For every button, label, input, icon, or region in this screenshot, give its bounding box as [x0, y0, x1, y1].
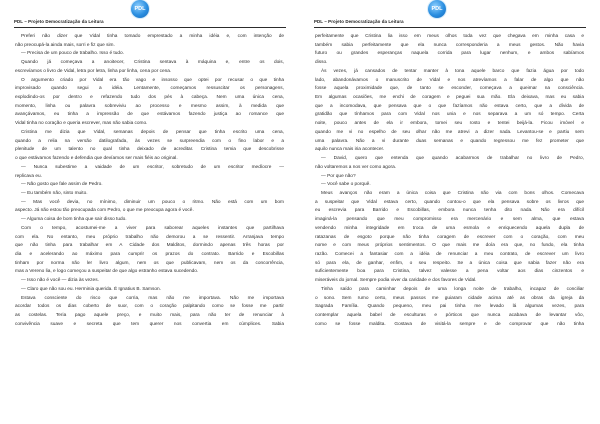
text-line: Sagrada Família. Quando pequeno, meu pai tinha me levado lá algumas vezes, para: [315, 304, 584, 310]
text-line: Quando já começava a anoitecer, Cristina sentava à máquina e, entre os dois,: [21, 60, 284, 66]
right-header-title: PDL – Projeto Democratização da Leitura: [314, 19, 404, 24]
text-line: O argumento criado por Vidal era tão vago e insosso que optei por recusar o que tinha: [21, 77, 284, 83]
text-line: Preferi não dizer que Vidal tinha tomado emprestado a minha idéia e, com intenção de: [21, 34, 284, 39]
text-line: lado, abandonávamos o manuscrito de Vidal e nos atrevíamos a falar de algo que não: [315, 77, 584, 83]
left-page-body: [15, 33, 284, 329]
text-line: improvisado quando segui a idéia. Lentamente, começamos ressuscitar os personagens,: [15, 86, 284, 92]
text-line: aspecto. Já não estou tão preocupada com Pedro, o que me preocupa agora é você.: [15, 208, 194, 214]
text-line: o que estávamos fazendo e defendia que devíamos ser mais fiéis ao original.: [15, 156, 178, 162]
text-line: Estava consciente do risco que corria, mas não me importava. Não me importava: [21, 295, 284, 301]
text-line: que não tinha para trabalhar em A Cidade dos Malditos, dormindo apenas três horas por: [15, 243, 284, 249]
text-line: explodindo-os por dentro e refazendo tudo dos pés à cabeça. Nem uma única cena,: [15, 95, 284, 101]
text-line: — Alguma coisa de bom tinha que sair disso tudo.: [21, 217, 127, 223]
text-line: miseráveis do jornal. Sempre podia viver da caridade e dos favores de Vidal.: [315, 278, 477, 284]
text-line: vendendo minha integridade em troca de uma esmola e enriquecendo aquela dupla de: [315, 225, 584, 231]
text-line: avançávamos, eu tinha a impressão de que estávamos fazendo justiça ao romance que: [15, 112, 284, 118]
text-line: Meus avanços não eram a única coisa que Cristina não via com bons olhos. Comecava: [321, 190, 584, 196]
text-line: disso.: [315, 60, 328, 66]
text-line: como se fosse maldita. Gostava de visitá-la sempre e de comprovar que não tinha: [315, 321, 584, 327]
text-line: a suspeitar que Vidal estava certo, quando contou-o que ela pensava sobre os livros que: [315, 199, 584, 205]
right-page: [300, 0, 600, 424]
text-line: futuro ou grandes esperanças naquela corrida para lugar nenhum, e ambos sabíamos: [315, 51, 584, 57]
text-line: Vidal tinha no coração e queria escrever, mas não sabia como.: [15, 121, 148, 127]
text-line: perfeitamente que Cristina lia isso em meus olhos toda vez que chegava em minha casa e: [315, 34, 584, 39]
text-line: Às vezes, já cansados de tentar manter à tona aquele barco que fazia água por todo: [321, 68, 584, 74]
text-line: — Eu também não, sinto muito.: [21, 190, 88, 196]
pdl-logo-icon: PDL: [131, 0, 149, 18]
text-line: nome e com meus próprios sentimentos. O que mais me doía era que, no fundo, ela tinha: [315, 243, 584, 249]
text-line: uma palavra. Não a vi durante duas semanas e quando regressou me fez prometer que: [315, 138, 584, 144]
text-line: — Por que não?: [321, 173, 356, 179]
text-line: tinham por norma não ler livro algum, nem os que publicavam, nem os da concorrência,: [15, 260, 284, 266]
text-line: aquilo nunca mais iria acontecer.: [315, 147, 385, 153]
text-line: — Claro que não sou eu. Herminia querida. É Ignatius B. Samson.: [21, 286, 161, 292]
text-line: com ela. No entanto, meu próprio trabalho não demorou a se ressentir. Arranjava tempo: [15, 234, 284, 240]
text-line: Em algumas ocasiões, me enchi de coragem e peguei sua mão. Ela deixava, mas eu sabia: [315, 95, 584, 101]
text-line: contemplar aquela babel de esculturas e pórticos que nunca acabava de levantar vôo,: [315, 313, 584, 318]
text-line: — Isso não é você — dizia às vezes.: [21, 278, 99, 284]
text-line: — David, quero que entenda que quando acabarmos de trabalhar no livro de Pedro,: [321, 156, 584, 162]
right-page-body: [315, 33, 584, 329]
text-line: acordar todos os dias coberto de suor, com o coração palpitando como se fosse me partir: [15, 304, 284, 310]
text-line: só para ela, de ganhar, enfim, o seu respeito. Se a única coisa que sabia fazer não era: [315, 260, 584, 266]
left-header-title: PDL – Projeto Democratização da Leitura: [14, 19, 104, 24]
text-line: gratidão que tínhamos para com Vidal nos unia e nos separava a um só tempo. Certa: [315, 112, 584, 118]
text-line: plenitude de um talento no qual tinha deixado de acreditar. Cristina temia que descobrisse: [15, 147, 284, 153]
text-line: — Precisa de um pouco de trabalho. Isso é tudo.: [21, 51, 124, 57]
text-line: dia e acelerando ao máximo para cumprir os prazos do contrato. Barrido e Escobillas: [15, 251, 284, 257]
text-line: replicava eu.: [15, 173, 42, 179]
text-line: suficientemente boa para Cristina, talvez valesse a pena voltar aos dias cinzentos e: [315, 269, 584, 275]
text-line: escrevíamos o livro de Vidal, letra por letra, linha por linha, cena por cena.: [15, 68, 172, 74]
text-line: quando a relia na versão datilografada, às vezes se surpreendia com o fino labor e a: [15, 138, 284, 144]
text-line: momento, linha ou palavra sobreviviu ao processo e mesmo assim, à medida que: [15, 103, 284, 109]
text-line: — Não gosto que fale assim de Pedro.: [21, 182, 103, 188]
text-line: o sono. Sem rumo certo, meus passos me guiaram cidade acima até as obras da igreja da: [315, 295, 584, 301]
text-line: quando me vi no espelho de seu olhar não me atrevi a dizer nada. Levantou-se e partiu sem: [315, 129, 584, 135]
text-line: imaginá-la pensando que meu compromisso era mercenário e sem alma, que estava: [315, 217, 584, 223]
text-line: — Mas você devia, no mínimo, diminuir um pouco o ritmo. Não está com um bom: [21, 199, 284, 205]
text-line: — Você sabe o porquê.: [321, 182, 371, 188]
text-line: ratazanas de esgoto porque não tinha coragem de escrever com o coração, com meu: [315, 234, 584, 240]
text-line: Tinha saído para caminhar depois de uma longa noite de trabalho, incapaz de conciliar: [321, 286, 584, 292]
pdl-logo-icon: PDL: [428, 0, 446, 18]
text-line: — Nunca subestime a vaidade de um escritor, sobretudo de um escritor medíocre —: [21, 164, 284, 170]
text-line: não voltaremos a nos ver como agora.: [315, 164, 397, 170]
text-line: fosse aquela proximidade que, de tanto se esconder, começava a queimar na consciência.: [315, 86, 584, 92]
text-line: Cristina me dizia que Vidal, semanas depois de pensar que tinha escrito uma cena,: [21, 129, 284, 135]
text-line: que a incomodava, que pensava que o que fazíamos não estava certo, que a dívida de: [315, 103, 584, 109]
text-line: as costelas. Teria pago aquele preço, e muito mais, para não ter de renunciar à: [15, 313, 284, 318]
text-line: razão. Comecei a fantasiar com a idéia de renunciar a meu contrato, de escrever um livro: [315, 251, 584, 257]
text-line: eu escrevia para Barrido e Escobillas, embora nunca tenha dito nada. Não era difícil: [315, 208, 584, 214]
right-page-header: [314, 11, 586, 28]
text-line: convivência suave e secreta que tem querer nos convertia em cúmplices. Sabia: [15, 321, 284, 327]
text-line: noite, pouco antes de ela ir embora, tomei seu rosto e tentei beijá-la. Ficou imóvel e: [315, 121, 584, 127]
text-line: também sabia perfeitamente que ela nunca corresponderia a meus gestos. Não havia: [315, 42, 584, 48]
text-line: não preocupá-la ainda mais, sorri e fiz que sim.: [15, 42, 115, 48]
text-line: Com o tempo, acostumei-me a viver para saborear aqueles instantes que partilhava: [21, 225, 284, 231]
text-line: mas a Vereno lia, e logo começou a suspeitar de que algo estranho estava sucedendo.: [15, 269, 199, 275]
left-page-header: [14, 11, 286, 28]
